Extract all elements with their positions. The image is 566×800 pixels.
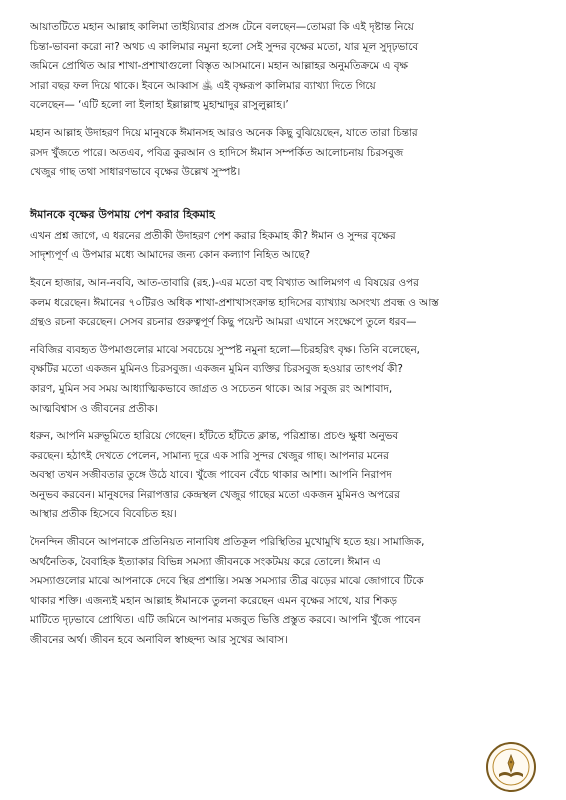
paragraph-line: সারা বছর ফল দিয়ে থাকে। ইবনে আব্বাস ﵁ এই বৃক্ষরূপ কালিমার ব্যাখ্যা দিতে গিয়ে xyxy=(30,79,376,92)
paragraph-line: সমস্যাগুলোর মাঝে আপনাকে দেবে স্থির প্রশান্তি। সমস্ত সমস্যার তীব্র ঝড়ের মাঝে জোগাবে টিকে xyxy=(30,575,424,588)
paragraph-line: দৈনন্দিন জীবনে আপনাকে প্রতিনিয়ত নানাবিধ প্রতিকূল পরিস্থিতির মুখোমুখি হতে হয়। সামাজিক, xyxy=(30,536,425,549)
paragraph-line: আস্থার প্রতীক হিসেবে বিবেচিত হয়। xyxy=(30,508,177,521)
paragraph-line: সাদৃশ্যপূর্ণ এ উপমার মধ্যে আমাদের জন্য কোন কল্যাণ নিহিত আছে? xyxy=(30,249,311,262)
paragraph-line: খেজুর গাছ তথা সাধারণভাবে বৃক্ষের উল্লেখ সুস্পষ্ট। xyxy=(30,166,241,179)
paragraph xyxy=(30,124,542,183)
paragraph-line: এখন প্রশ্ন জাগে, এ ধরনের প্রতীকী উদাহরণ পেশ করার হিকমাহ কী? ঈমান ও সুন্দর বৃক্ষের xyxy=(30,229,396,242)
paragraph-line: কারণ, মুমিন সব সময় আধ্যাত্মিকভাবে জাগ্রত ও সচেতন থাকে। আর সবুজ রং আশাবাদ, xyxy=(30,382,393,395)
top-paragraphs xyxy=(30,18,542,183)
paragraph-line: নবিজির ব্যবহৃত উপমাগুলোর মাঝে সবচেয়ে সুস্পষ্ট নমুনা হলো—চিরহরিৎ বৃক্ষ। তিনি বলেছেন, xyxy=(30,343,420,356)
paragraph-line: মাটিতে দৃঢ়ভাবে প্রোথিত। এটি জমিনে আপনার মজবুত ভিত্তি প্রস্তুত করবে। আপনি খুঁজে পাবেন xyxy=(30,614,421,627)
paragraph xyxy=(30,533,542,651)
paragraph-line: ইবনে হাজার, আন-নববি, আত-তাবারি (রহ.)-এর মতো বহু বিখ্যাত আলিমগণ এ বিষয়ের ওপর xyxy=(30,276,419,289)
paragraph-line: ধরুন, আপনি মরুভূমিতে হারিয়ে গেছেন। হাঁটতে হাঁটতে ক্লান্ত, পরিশ্রান্ত। প্রচণ্ড ক্ষুধা অনুভব xyxy=(30,430,399,443)
paragraph xyxy=(30,18,542,116)
paragraph-line: আয়াতটিতে মহান আল্লাহ কালিমা তাইয়্যিবার প্রসঙ্গ টেনে বলছেন—তোমরা কি এই দৃষ্টান্ত নিয়ে xyxy=(30,21,414,33)
page-content xyxy=(30,18,542,659)
paragraph-line: অনুভব করবেন। মানুষদের নিরাপত্তার কেন্দ্রস্থল খেজুর গাছের মতো একজন মুমিনও অপরের xyxy=(30,488,400,501)
bottom-paragraphs xyxy=(30,227,542,651)
paragraph-line: জীবনের অর্থ। জীবন হবে অনাবিল স্বাচ্ছন্দ্য আর সুখের আবাস। xyxy=(30,634,288,647)
paragraph-line: চিন্তা-ভাবনা করো না? অথচ এ কালিমার নমুনা হলো সেই সুন্দর বৃক্ষের মতো, যার মূল সুদৃঢ়ভাবে xyxy=(30,40,419,53)
paragraph-line: আত্মবিশ্বাস ও জীবনের প্রতীক। xyxy=(30,402,158,415)
book-pen-emblem-icon xyxy=(485,741,537,793)
paragraph-line: বলেছেন— ‘এটি হলো লা ইলাহা ইল্লাল্লাহু মুহাম্মাদুর রাসুলুল্লাহ।’ xyxy=(30,99,289,112)
paragraph xyxy=(30,274,542,333)
paragraph-line: কলম ধরেছেন। ঈমানের ৭০টিরও অধিক শাখা-প্রশাখাসংক্রান্ত হাদিসের ব্যাখ্যায় অসংখ্য প্রবন্ধ ও আস্ত xyxy=(30,296,439,309)
paragraph-line: জমিনে প্রোথিত আর শাখা-প্রশাখাগুলো বিস্তৃত আসমানে। মহান আল্লাহর অনুমতিক্রমে এ বৃক্ষ xyxy=(30,60,408,73)
paragraph-line: অবস্থা তখন সজীবতার তুঙ্গে উঠে যাবে। খুঁজে পাবেন বেঁচে থাকার আশা। আপনি নিরাপদ xyxy=(30,469,392,482)
paragraph-line: থাকার শক্তি। এজন্যই মহান আল্লাহ ঈমানকে তুলনা করেছেন এমন বৃক্ষের সাথে, যার শিকড় xyxy=(30,594,397,607)
paragraph-line: বৃক্ষটির মতো একজন মুমিনও চিরসবুজ। একজন মুমিন ব্যক্তির চিরসবুজ হওয়ার তাৎপর্য কী? xyxy=(30,363,403,376)
paragraph-line: করছেন। হঠাৎই দেখতে পেলেন, সামান্য দূরে এক সারি সুন্দর খেজুর গাছ। আপনার মনের xyxy=(30,449,389,462)
section-heading: ঈমানকে বৃক্ষের উপমায় পেশ করার হিকমাহ xyxy=(30,207,215,221)
paragraph xyxy=(30,341,542,419)
paragraph-line: মহান আল্লাহ উদাহরণ দিয়ে মানুষকে ঈমানসহ আরও অনেক কিছু বুঝিয়েছেন, যাতে তারা চিন্তার xyxy=(30,126,418,139)
paragraph xyxy=(30,427,542,525)
paragraph-line: রসদ খুঁজতে পারে। অতএব, পবিত্র কুরআন ও হাদিসে ঈমান সম্পর্কিত আলোচনায় চিরসবুজ xyxy=(30,146,404,159)
paragraph xyxy=(30,227,542,266)
paragraph-line: গ্রন্থও রচনা করেছেন। সেসব রচনার গুরুত্বপূর্ণ কিছু পয়েন্ট আমরা এখানে সংক্ষেপে তুলে ধরব— xyxy=(30,316,417,329)
paragraph-line: অর্থনৈতিক, বৈবাহিক ইত্যাকার বিভিন্ন সমস্যা জীবনকে সংকটময় করে তোলে। ঈমান এ xyxy=(30,555,381,568)
